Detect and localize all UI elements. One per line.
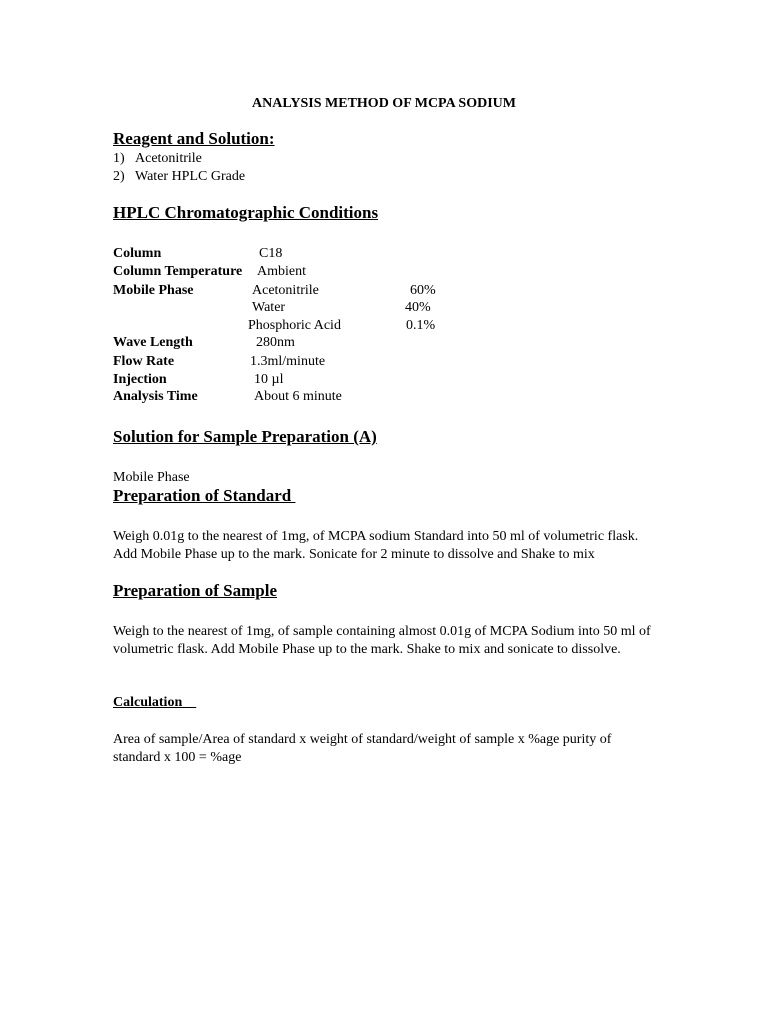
reagent-item-1-text: Acetonitrile [135,151,202,166]
standard-heading: Preparation of Standard [113,486,296,505]
mobile-phase-label: Mobile Phase [113,283,194,298]
reagent-item-2-number: 2) [113,169,125,184]
column-temperature-label: Column Temperature [113,264,243,279]
sample-text: Weigh to the nearest of 1mg, of sample containing almost 0.01g of MCPA Sodium into 50 ml of volumetric flask. Add Mobile Phase up to the mark. Shake to mix and sonicate to dissolve. [113,624,651,657]
reagent-item-2 [113,168,245,186]
mobile-phase-component-1: Acetonitrile [252,283,319,298]
calculation-text: Area of sample/Area of standard x weight of standard/weight of sample x %age purity of standard x 100 = %age [113,732,612,765]
mobile-phase-component-2: Water [252,300,286,315]
reagent-heading: Reagent and Solution: [113,129,275,148]
column-label: Column [113,246,162,261]
flow-rate-value: 1.3ml/minute [250,354,326,369]
analysis-time-value: About 6 minute [254,389,342,404]
hplc-heading: HPLC Chromatographic Conditions [113,203,379,222]
column-temperature-value: Ambient [257,264,306,279]
calculation-heading: Calculation [113,695,197,710]
reagent-item-1-number: 1) [113,151,125,166]
mobile-phase-ratio-1: 60% [410,283,436,298]
injection-label: Injection [113,372,167,387]
standard-text: Weigh 0.01g to the nearest of 1mg, of MCPA sodium Standard into 50 ml of volumetric flask. Add Mobile Phase up to the mark. Sonicate for 2 minute to dissolve and Shake to mix [113,529,639,562]
solution-text: Mobile Phase [113,470,190,485]
flow-rate-label: Flow Rate [113,354,175,369]
solution-heading: Solution for Sample Preparation (A) [113,427,377,446]
mobile-phase-ratio-2: 40% [405,300,431,315]
sample-heading: Preparation of Sample [113,581,278,600]
reagent-item-2-text: Water HPLC Grade [135,169,246,184]
mobile-phase-component-3: Phosphoric Acid [248,318,341,333]
mobile-phase-ratio-3: 0.1% [406,318,436,333]
analysis-time-label: Analysis Time [113,389,198,404]
column-value: C18 [259,246,283,261]
document-title: ANALYSIS METHOD OF MCPA SODIUM [252,96,516,111]
wave-length-label: Wave Length [113,335,193,350]
injection-value: 10 µl [254,372,284,387]
wave-length-value: 280nm [256,335,295,350]
reagent-item-1 [113,150,202,168]
